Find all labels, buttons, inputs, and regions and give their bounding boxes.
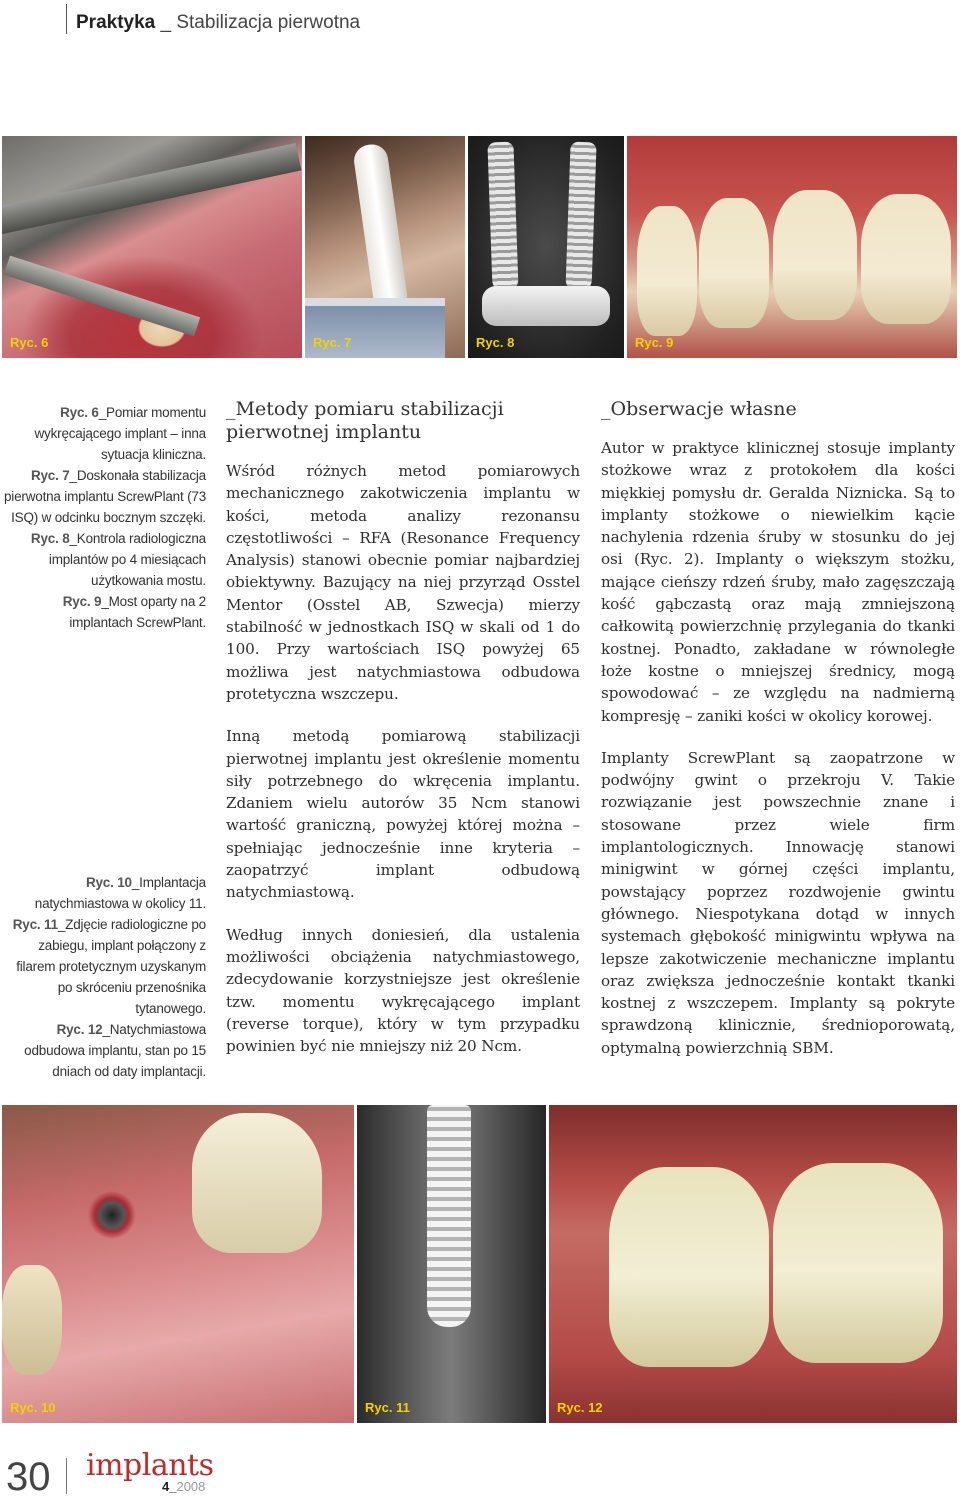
figure-9-label: Ryc. 9 [635, 335, 674, 350]
figure-7-photo [305, 136, 465, 358]
figure-11-xray [357, 1105, 546, 1423]
article-column-methods [226, 398, 580, 1077]
page-number: 30 [6, 1455, 51, 1499]
figure-7-label: Ryc. 7 [313, 335, 352, 350]
figure-10-label: Ryc. 10 [10, 1400, 56, 1415]
tooth-shape [609, 1167, 769, 1367]
header-separator: _ [155, 12, 177, 33]
figure-8-xray [468, 136, 624, 358]
caption-7-text: _Doskonała stabilizacja pierwotna implantu ScrewPlant (73 ISQ) w odcinku bocznym szczęki. [4, 468, 207, 525]
paragraph: Według innych doniesień, dla ustalenia możliwości obciążenia natychmiastowego, zdecydowanie korzystniejsze jest określenie tzw. momentu wykręcającego implant (reverse torque), który w tym przypadku powinien być nie mniejszy niż 20 Ncm. [226, 925, 580, 1056]
caption-6-text: _Pomiar momentu wykręcającego implant – inna sytuacja kliniczna. [34, 405, 206, 462]
caption-9-number: Ryc. 9 [62, 594, 102, 609]
caption-9 [4, 591, 206, 633]
caption-10-text: _Implantacja natychmiastowa w okolicy 11. [34, 875, 206, 911]
header-topic: Stabilizacja pierwotna [176, 12, 361, 33]
paragraph: Implanty ScrewPlant są zaopatrzone w podwójny gwint o przekroju V. Takie rozwiązanie jest powszechnie znane i stosowane przez wiele firm implantologicznych. Innowację stanowi minigwint w górnej części implantu, powstający poprzez rozdwojenie gwintu głównego. Niespotykana dotąd w innych systemach głębokość minigwintu wpływa na lepsze zakotwiczenie mechaniczne implantu oraz zwiększa jednocześnie kontakt tkanki kostnej z wszczepem. Implanty są pokryte sprawdzoną klinicznie, średnioporowatą, optymalną powierzchnią SBM. [601, 748, 955, 1057]
tooth-shape [192, 1113, 322, 1253]
tooth-shape [773, 190, 857, 320]
caption-8 [4, 528, 206, 591]
article-column-observations [601, 398, 955, 1079]
captions-top [4, 402, 206, 633]
caption-6 [4, 402, 206, 465]
paragraph: Wśród różnych metod pomiarowych mechanicznego zakotwiczenia implantu w kości, metoda analizy rezonansu częstotliwości – RFA (Resonance Frequency Analysis) stanowi obecnie pomiar najbardziej obiektywny. Bazujący na niej przyrząd Osstel Mentor (Osstel AB, Szwecja) mierzy stabilność w jednostkach ISQ w skali od 1 do 100. Przy wartościach ISQ powyżej 65 możliwa jest natychmiastowa odbudowa protetyczna wszczepu. [226, 462, 580, 703]
caption-7-number: Ryc. 7 [30, 468, 70, 483]
caption-11-number: Ryc. 11 [12, 917, 58, 932]
instrument-shape [2, 143, 301, 237]
caption-9-text: _Most oparty na 2 implantach ScrewPlant. [69, 594, 206, 630]
caption-10 [4, 872, 206, 914]
figure-6-label: Ryc. 6 [10, 335, 49, 350]
magazine-logo: implants [86, 1448, 214, 1483]
captions-bottom [4, 872, 206, 1082]
issue-label: 4_ [162, 1479, 177, 1494]
header-divider [66, 4, 67, 34]
caption-8-text: _Kontrola radiologiczna implantów po 4 miesiącach użytkowania mostu. [48, 531, 206, 588]
figure-9-photo [627, 136, 957, 358]
implant-shape [427, 1105, 471, 1327]
instrument-shape [4, 256, 200, 337]
figure-12-label: Ryc. 12 [557, 1400, 603, 1415]
issue-number [162, 1479, 205, 1494]
tooth-shape [861, 194, 951, 324]
caption-11-text: _Zdjęcie radiologiczne po zabiegu, implant połączony z filarem protetycznym uzyskanym po skróceniu przenośnika tytanowego. [16, 917, 206, 1016]
tooth-shape [699, 198, 769, 328]
caption-8-number: Ryc. 8 [30, 531, 70, 546]
header-section: Praktyka [76, 12, 156, 33]
figure-10-photo [2, 1105, 354, 1423]
tooth-shape [2, 1265, 62, 1375]
figure-12-photo [549, 1105, 957, 1423]
caption-12 [4, 1019, 206, 1082]
caption-7 [4, 465, 206, 528]
running-header [76, 12, 360, 34]
section-heading-observations: _Obserwacje własne [601, 398, 797, 420]
figure-11-label: Ryc. 11 [365, 1400, 410, 1415]
issue-year: 2008 [176, 1479, 206, 1494]
bridge-shape [482, 286, 610, 326]
implant-shape [487, 142, 518, 293]
caption-12-number: Ryc. 12 [56, 1022, 103, 1037]
caption-6-number: Ryc. 6 [60, 405, 99, 420]
figure-6-photo [2, 136, 302, 358]
implant-shape [565, 142, 596, 293]
caption-12-text: _Natychmiastowa odbudowa implantu, stan po 15 dniach od daty implantacji. [24, 1022, 206, 1079]
caption-11 [4, 914, 206, 1019]
section-heading-methods: _Metody pomiaru stabilizacji pierwotnej implantu [226, 398, 504, 443]
caption-10-number: Ryc. 10 [85, 875, 132, 890]
paragraph: Inną metodą pomiarową stabilizacji pierwotnej implantu jest określenie momentu siły potrzebnego do wkręcenia implantu. Zdaniem wielu autorów 35 Ncm stanowi wartość graniczną, powyżej której można – spełniając jednocześnie inne kryteria – zaopatrzyć implant odbudową natychmiastową. [226, 727, 580, 902]
probe-shape [352, 142, 408, 305]
footer-divider [66, 1458, 67, 1494]
tooth-shape [637, 206, 697, 336]
tooth-shape [773, 1163, 943, 1363]
paragraph: Autor w praktyce klinicznej stosuje implanty stożkowe wraz z protokołem dla kości miękkiej pomysłu dr. Geralda Niznicka. Są to implanty stożkowe o niewielkim kącie nachylenia rdzenia śruby w stosunku do jej osi (Ryc. 2). Implanty o większym stożku, mające cieńszy rdzeń śruby, mało zagęszczają kość gąbczastą oraz mają zmniejszoną całkowitą powierzchnię przylegania do tkanki kostnej. Ponadto, zakładane w równoległe łoże kostne o mniejszej średnicy, mogą spowodować – ze względu na nadmierną kompresję – zaniki kości w okolicy korowej. [601, 439, 955, 725]
figure-8-label: Ryc. 8 [476, 335, 515, 350]
